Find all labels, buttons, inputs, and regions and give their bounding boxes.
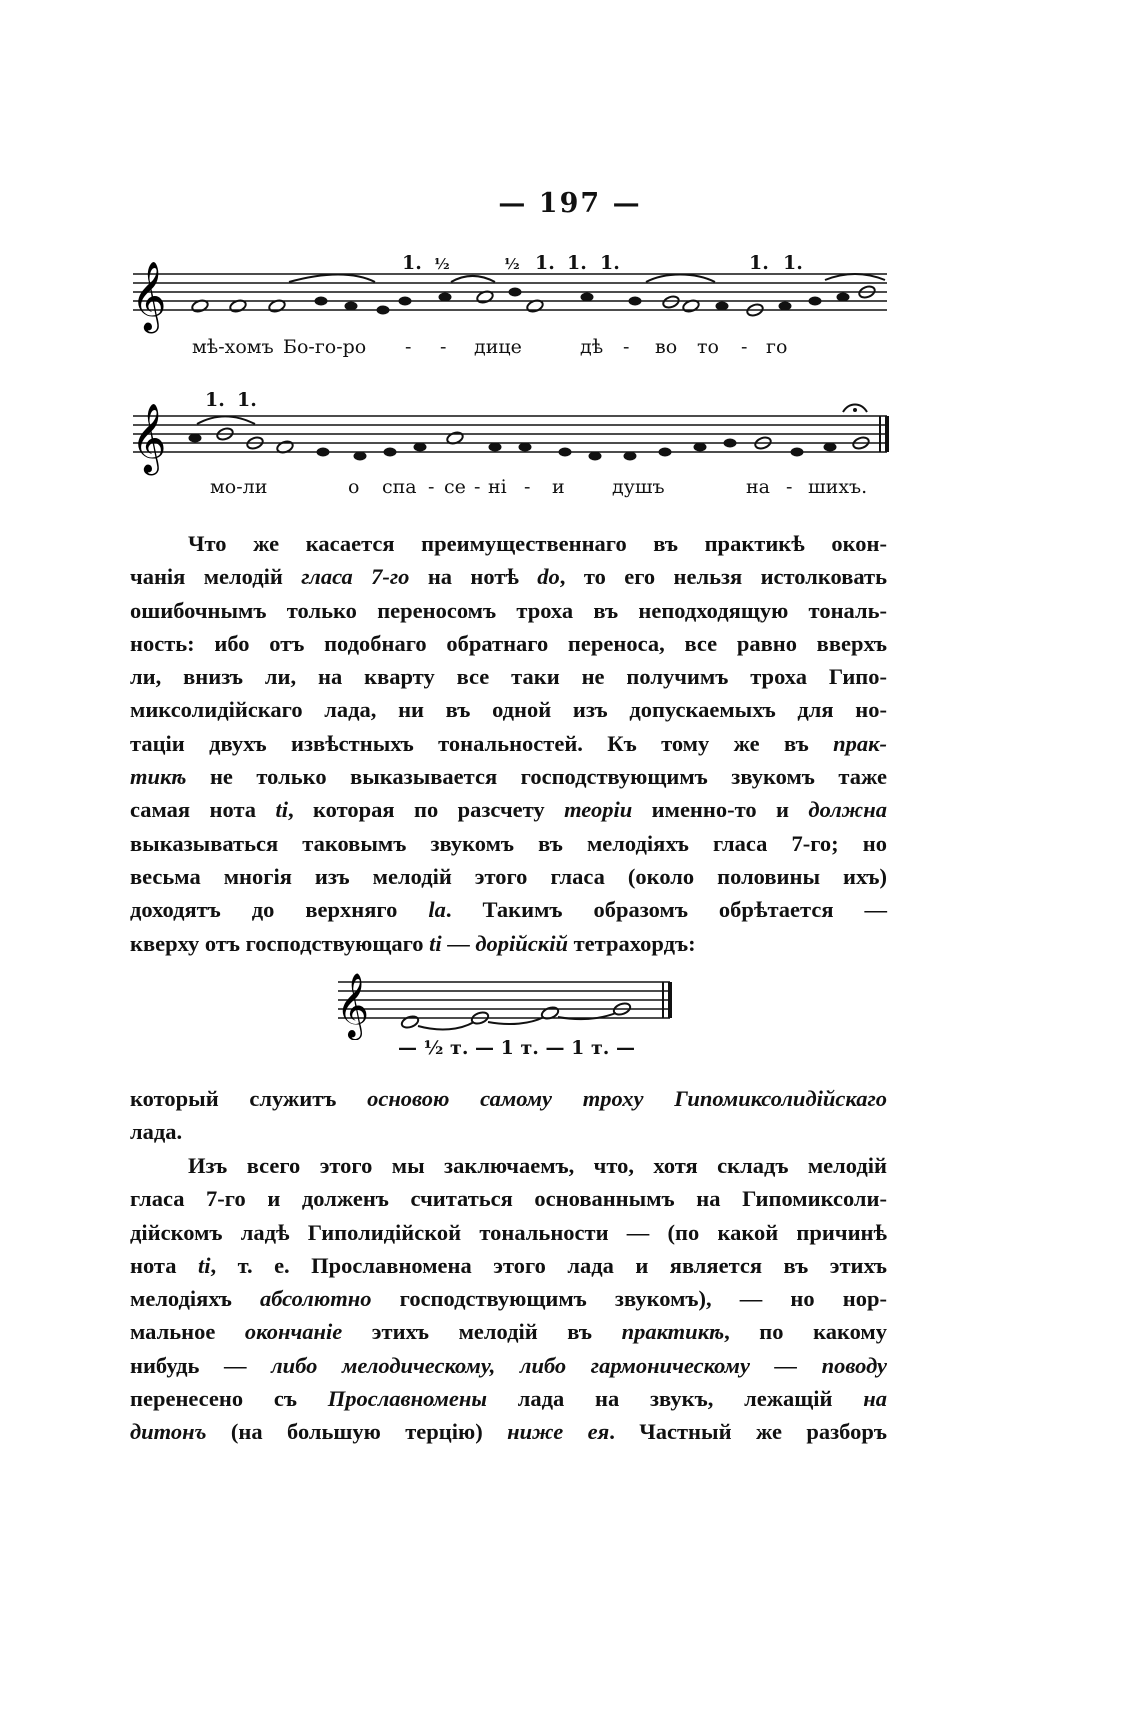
interval-label: — ½ т. — 1 т. — 1 т. — [398, 1037, 635, 1059]
lyric-syllable: - [623, 336, 630, 358]
lyric-syllable: - [524, 476, 531, 498]
fingering-mark: ½ [434, 255, 450, 273]
lyric-syllable: се [444, 476, 466, 498]
text-line: Изъ всего этого мы заключаемъ, что, хотя складъ мелодій [188, 1153, 887, 1178]
text-line: выказываться таковымъ звукомъ въ мелодіяхъ гласа 7-го; но [130, 830, 887, 856]
lyric-syllable: - [405, 336, 412, 358]
lyric-syllable: душъ [612, 476, 665, 498]
treble-clef-icon: 𝄞 [131, 403, 167, 473]
staff-lines [338, 982, 670, 1018]
notes [191, 274, 885, 317]
text-line: доходятъ до верхняго la. Такимъ образомъ обрѣтается — [130, 897, 887, 923]
lyric-syllable: - [741, 336, 748, 358]
lyric-syllable: Бо-го-ро [283, 336, 367, 358]
lyric-syllable: дѣ [580, 336, 604, 358]
lyric-syllable: дице [474, 336, 522, 358]
staff-lines [133, 416, 887, 452]
paragraph-1 [130, 527, 887, 960]
fingering-mark: 1. [567, 252, 587, 274]
text-line: ошибочнымъ только переносомъ троха въ неподходящую тональ- [130, 597, 887, 623]
lyric-syllable: ні [488, 476, 507, 498]
text-line: дитонъ (на большую терцію) ниже ея. Частный же разборъ [130, 1419, 888, 1445]
lyric-syllable: - [440, 336, 447, 358]
staff2-lyrics [0, 476, 1140, 502]
page-number: — 197 — [498, 188, 642, 219]
fingering-mark: 1. [205, 389, 225, 411]
text-line: лада. [130, 1119, 183, 1145]
lyric-syllable: - [786, 476, 793, 498]
text-line: ность: ибо отъ подобнаго обратнаго переноса, все равно вверхъ [130, 630, 887, 656]
lyric-syllable: на [746, 476, 770, 498]
text-line: кверху отъ господствующаго ti — дорійскій тетрахордъ: [130, 930, 696, 956]
text-line: весьма многія изъ мелодій этого гласа (около половины ихъ) [130, 863, 887, 889]
filled-notes [189, 434, 837, 461]
notes [197, 417, 870, 455]
tetrachord-staff [330, 972, 680, 1040]
fingering-mark: ½ [504, 255, 520, 273]
fingering-mark: 1. [600, 252, 620, 274]
text-line: таціи двухъ извѣстныхъ тональностей. Къ тому же въ прак- [130, 730, 887, 756]
text-line: дійскомъ ладѣ Гиполидійской тональности — (по какой причинѣ [130, 1219, 887, 1245]
notes [400, 1001, 631, 1029]
paragraph-3 [130, 1149, 887, 1449]
lyric-syllable: и [552, 476, 565, 498]
text-line: гласа 7-го и долженъ считаться основаннымъ на Гипомиксоли- [130, 1186, 887, 1212]
lyric-syllable: мѣ-хомъ [192, 336, 274, 358]
fingering-mark: 1. [783, 252, 803, 274]
text-line: Что же касается преимущественнаго въ практикѣ окон- [188, 531, 887, 556]
text-line: мальное окончаніе этихъ мелодій въ практикѣ, по какому [130, 1319, 888, 1345]
text-line: нота ti, т. е. Прославномена этого лада и является въ этихъ [130, 1252, 887, 1278]
fingering-mark: 1. [535, 252, 555, 274]
text-line: который служитъ основою самому троху Гипомиксолидійскаго [130, 1086, 888, 1111]
text-line: перенесено съ Прославномены лада на звукъ, лежащій на [130, 1386, 888, 1412]
fingering-mark: 1. [237, 389, 257, 411]
text-line: нибудь — либо мелодическому, либо гармоническому — поводу [130, 1352, 887, 1378]
paragraph-2 [130, 1082, 887, 1149]
lyric-syllable: - [474, 476, 481, 498]
text-line: самая нота ti, которая по разсчету теоріи именно-то и должна [130, 797, 887, 823]
text-line: миксолидійскаго лада, ни въ одной изъ допускаемыхъ для но- [130, 697, 887, 723]
text-line: чанія мелодій гласа 7-го на нотѣ do, то его нельзя истолковать [130, 564, 887, 590]
music-staff-1 [125, 262, 895, 342]
fingering-mark: 1. [402, 252, 422, 274]
lyric-syllable: о [348, 476, 360, 498]
lyric-syllable: го [766, 336, 788, 358]
fingering-mark: 1. [749, 252, 769, 274]
text-line: ли, внизъ ли, на кварту все таки не получимъ троха Гипо- [130, 664, 887, 690]
lyric-syllable: шихъ. [808, 476, 868, 498]
lyric-syllable: то [697, 336, 719, 358]
lyric-syllable: спа [382, 476, 417, 498]
lyric-syllable: мо-ли [210, 476, 268, 498]
treble-clef-icon: 𝄞 [336, 973, 370, 1038]
treble-clef-icon: 𝄞 [131, 262, 167, 331]
lyric-syllable: во [655, 336, 678, 358]
text-line: тикѣ не только выказывается господствующимъ звукомъ таже [130, 764, 887, 790]
staff1-lyrics [0, 336, 1140, 362]
text-line: мелодіяхъ абсолютно господствующимъ звукомъ), — но нор- [130, 1286, 887, 1312]
music-staff-2 [125, 400, 895, 482]
lyric-syllable: - [428, 476, 435, 498]
